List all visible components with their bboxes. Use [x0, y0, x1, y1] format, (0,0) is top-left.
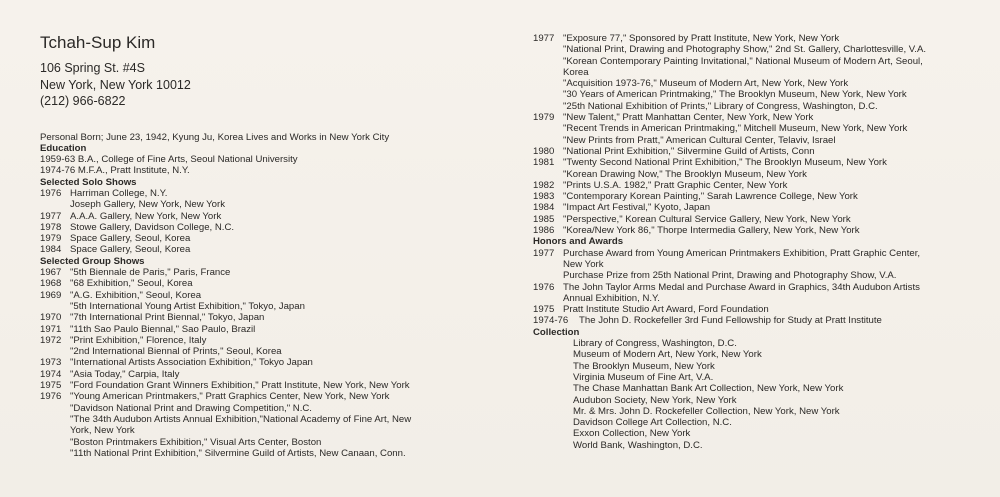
list-item [40, 290, 520, 301]
list-item: Audubon Society, New York, New York [573, 394, 737, 406]
year-label: 1977 [40, 210, 62, 222]
group-shows-heading: Selected Group Shows [40, 255, 145, 267]
list-item [533, 44, 988, 55]
year-label: 1969 [40, 289, 62, 301]
right-column [533, 33, 988, 451]
list-item: The Chase Manhattan Bank Art Collection, New York, New York [573, 383, 844, 395]
year-label: 1974 [40, 368, 62, 380]
year-label: 1983 [533, 191, 555, 203]
list-item [533, 180, 988, 191]
year-label [40, 425, 70, 436]
year-label: 1979 [40, 233, 62, 245]
entry-text: "Davidson National Print and Drawing Competition," N.C. [70, 402, 312, 414]
list-item: Virginia Museum of Fine Art, V.A. [573, 371, 714, 383]
year-label: 1980 [533, 145, 555, 157]
year-label [533, 101, 563, 112]
entry-text: "Perspective," Korean Cultural Service Gallery, New York, New York [563, 213, 851, 225]
entry-text: The John D. Rockefeller 3rd Fund Fellowship for Study at Pratt Institute [579, 315, 882, 327]
entry-text: "Korea/New York 86," Thorpe Intermedia Gallery, New York, New York [563, 225, 860, 237]
list-item [40, 335, 520, 346]
entry-text: "New Prints from Pratt," American Cultural Center, Telaviv, Israel [563, 134, 836, 146]
year-label [40, 403, 70, 414]
entry-text: "The 34th Audubon Artists Annual Exhibition,"National Academy of Fine Art, New [70, 413, 412, 425]
list-item [533, 214, 988, 225]
list-item [533, 56, 988, 67]
entry-text: "Twenty Second National Print Exhibition," The Brooklyn Museum, New York [563, 157, 887, 169]
year-label: 1973 [40, 357, 62, 369]
entry-text: "New Talent," Pratt Manhattan Center, New York, New York [563, 112, 814, 124]
year-label [40, 301, 70, 312]
list-item [533, 123, 988, 134]
address-city: New York, New York 10012 [40, 77, 191, 92]
year-label [533, 67, 563, 78]
entry-text: Space Gallery, Seoul, Korea [70, 233, 191, 245]
entry-text: Annual Exhibition, N.Y. [563, 292, 660, 304]
entry-text: Purchase Award from Young American Printmakers Exhibition, Pratt Graphic Center, [563, 247, 921, 259]
list-item: Exxon Collection, New York [573, 428, 691, 440]
entry-text: "Korean Drawing Now," The Brooklyn Museum, New York [563, 168, 807, 180]
year-label [40, 199, 70, 210]
list-item [40, 244, 520, 255]
list-item [40, 346, 520, 357]
entry-text: "Asia Today," Carpia, Italy [70, 368, 180, 380]
list-item: Mr. & Mrs. John D. Rockefeller Collection, New York, New York [573, 405, 840, 417]
year-label: 1982 [533, 179, 555, 191]
entry-text: "Acquisition 1973-76," Museum of Modern Art, New York, New York [563, 78, 849, 90]
entry-text: Korea [563, 66, 589, 78]
list-item [533, 89, 988, 100]
list-item [40, 312, 520, 323]
list-item [40, 233, 520, 244]
year-label [533, 123, 563, 134]
year-label [40, 414, 70, 425]
list-item [40, 425, 520, 436]
list-item [533, 225, 988, 236]
entry-text: "Print Exhibition," Florence, Italy [70, 334, 207, 346]
entry-text: "Ford Foundation Grant Winners Exhibition," Pratt Institute, New York, New York [70, 380, 410, 392]
list-item [40, 222, 520, 233]
year-label [533, 293, 563, 304]
entry-text: The John Taylor Arms Medal and Purchase Award in Graphics, 34th Audubon Artists [563, 281, 920, 293]
list-item [533, 282, 988, 293]
list-item [40, 403, 520, 414]
year-label [40, 448, 70, 459]
year-label [533, 169, 563, 180]
list-item [40, 211, 520, 222]
group-shows-list [40, 267, 520, 459]
list-item [40, 380, 520, 391]
entry-text: Harriman College, N.Y. [70, 187, 168, 199]
entry-text: "11th Sao Paulo Biennal," Sao Paulo, Brazil [70, 323, 256, 335]
entry-text: "68 Exhibition," Seoul, Korea [70, 278, 193, 290]
entry-text: "Impact Art Festival," Kyoto, Japan [563, 202, 711, 214]
year-label: 1968 [40, 278, 62, 290]
list-item [40, 369, 520, 380]
year-label: 1986 [533, 225, 555, 237]
list-item [533, 157, 988, 168]
year-label: 1971 [40, 323, 62, 335]
list-item [40, 437, 520, 448]
entry-text: A.A.A. Gallery, New York, New York [70, 210, 222, 222]
entry-text: "Young American Printmakers," Pratt Graphics Center, New York, New York [70, 391, 390, 403]
solo-shows-list [40, 188, 520, 256]
year-label [533, 44, 563, 55]
list-item [533, 315, 988, 326]
entry-text: "National Print, Drawing and Photography Show," 2nd St. Gallery, Charlottesville, V.A. [563, 44, 927, 56]
contact-block [40, 60, 520, 110]
year-label: 1976 [40, 187, 62, 199]
entry-text: Joseph Gallery, New York, New York [70, 199, 225, 211]
list-item [533, 33, 988, 44]
entry-text: "Boston Printmakers Exhibition," Visual Arts Center, Boston [70, 436, 322, 448]
list-item [533, 112, 988, 123]
list-item: Museum of Modern Art, New York, New York [573, 349, 762, 361]
list-item [40, 199, 520, 210]
group-shows-list-continued [533, 33, 988, 236]
entry-text: Purchase Prize from 25th National Print, Drawing and Photography Show, V.A. [563, 270, 897, 282]
entry-text: "5th Biennale de Paris," Paris, France [70, 267, 231, 279]
entry-text: "National Print Exhibition," Silvermine Guild of Artists, Conn [563, 145, 815, 157]
honors-list [533, 248, 988, 327]
phone-number: (212) 966-6822 [40, 94, 126, 108]
year-label: 1977 [533, 247, 555, 259]
honors-heading: Honors and Awards [533, 236, 624, 248]
personal-line: Personal Born; June 23, 1942, Kyung Ju, Korea Lives and Works in New York City [40, 131, 390, 143]
list-item [40, 324, 520, 335]
entry-text: "Prints U.S.A. 1982," Pratt Graphic Center, New York [563, 179, 788, 191]
year-label [533, 270, 563, 281]
list-item: Library of Congress, Washington, D.C. [573, 338, 737, 350]
year-label [533, 135, 563, 146]
list-item [40, 448, 520, 459]
year-label: 1979 [533, 112, 555, 124]
list-item [533, 67, 988, 78]
list-item [40, 267, 520, 278]
list-item [533, 248, 988, 259]
list-item [40, 301, 520, 312]
entry-text: "7th International Print Biennal," Tokyo, Japan [70, 312, 265, 324]
education-heading: Education [40, 142, 87, 154]
entry-text: Space Gallery, Seoul, Korea [70, 244, 191, 256]
education-item: 1974-76 M.F.A., Pratt Institute, N.Y. [40, 165, 190, 177]
year-label: 1976 [533, 281, 555, 293]
left-column [40, 33, 520, 459]
list-item [533, 101, 988, 112]
entry-text: New York [563, 258, 604, 270]
list-item: World Bank, Washington, D.C. [573, 439, 703, 451]
year-label [40, 346, 70, 357]
solo-shows-heading: Selected Solo Shows [40, 176, 137, 188]
entry-text: "Contemporary Korean Painting," Sarah Lawrence College, New York [563, 191, 858, 203]
entry-text: Stowe Gallery, Davidson College, N.C. [70, 221, 235, 233]
education-item: 1959-63 B.A., College of Fine Arts, Seoul National University [40, 154, 298, 166]
entry-text: "2nd International Biennal of Prints," Seoul, Korea [70, 346, 282, 358]
entry-text: "A.G. Exhibition," Seoul, Korea [70, 289, 202, 301]
list-item [533, 259, 988, 270]
year-label: 1974-76 [533, 315, 569, 327]
personal-section [40, 132, 520, 460]
list-item [533, 169, 988, 180]
year-label [40, 437, 70, 448]
year-label: 1970 [40, 312, 62, 324]
year-label: 1972 [40, 334, 62, 346]
list-item [533, 270, 988, 281]
year-label [533, 56, 563, 67]
entry-text: "11th National Print Exhibition," Silvermine Guild of Artists, New Canaan, Conn. [70, 447, 406, 459]
address-street: 106 Spring St. #4S [40, 61, 145, 75]
year-label: 1985 [533, 213, 555, 225]
year-label: 1981 [533, 157, 555, 169]
year-label: 1984 [533, 202, 555, 214]
year-label: 1977 [533, 33, 555, 44]
list-item [40, 391, 520, 402]
list-item: Davidson College Art Collection, N.C. [573, 417, 732, 429]
year-label [533, 259, 563, 270]
list-item [40, 188, 520, 199]
year-label: 1978 [40, 221, 62, 233]
year-label [533, 78, 563, 89]
entry-text: "25th National Exhibition of Prints," Library of Congress, Washington, D.C. [563, 100, 878, 112]
list-item: The Brooklyn Museum, New York [573, 360, 715, 372]
artist-name: Tchah-Sup Kim [40, 33, 156, 52]
list-item [533, 202, 988, 213]
list-item [40, 357, 520, 368]
collection-list [533, 338, 988, 451]
list-item [533, 135, 988, 146]
entry-text: "Exposure 77," Sponsored by Pratt Institute, New York, New York [563, 33, 840, 44]
list-item [533, 191, 988, 202]
year-label: 1975 [40, 380, 62, 392]
entry-text: "5th International Young Artist Exhibition," Tokyo, Japan [70, 300, 305, 312]
list-item [40, 278, 520, 289]
list-item [533, 293, 988, 304]
year-label: 1984 [40, 244, 62, 256]
entry-text: "International Artists Association Exhibition," Tokyo Japan [70, 357, 313, 369]
year-label: 1975 [533, 304, 555, 316]
entry-text: York, New York [70, 425, 135, 437]
entry-text: "Recent Trends in American Printmaking," Mitchell Museum, New York, New York [563, 123, 908, 135]
year-label: 1967 [40, 267, 62, 279]
entry-text: Pratt Institute Studio Art Award, Ford Foundation [563, 304, 769, 316]
year-label: 1976 [40, 391, 62, 403]
list-item [533, 78, 988, 89]
entry-text: "30 Years of American Printmaking," The Brooklyn Museum, New York, New York [563, 89, 907, 101]
list-item [533, 146, 988, 157]
collection-heading: Collection [533, 326, 580, 338]
list-item [40, 414, 520, 425]
year-label [533, 89, 563, 100]
entry-text: "Korean Contemporary Painting Invitational," National Museum of Modern Art, Seoul, [563, 55, 923, 67]
list-item [533, 304, 988, 315]
